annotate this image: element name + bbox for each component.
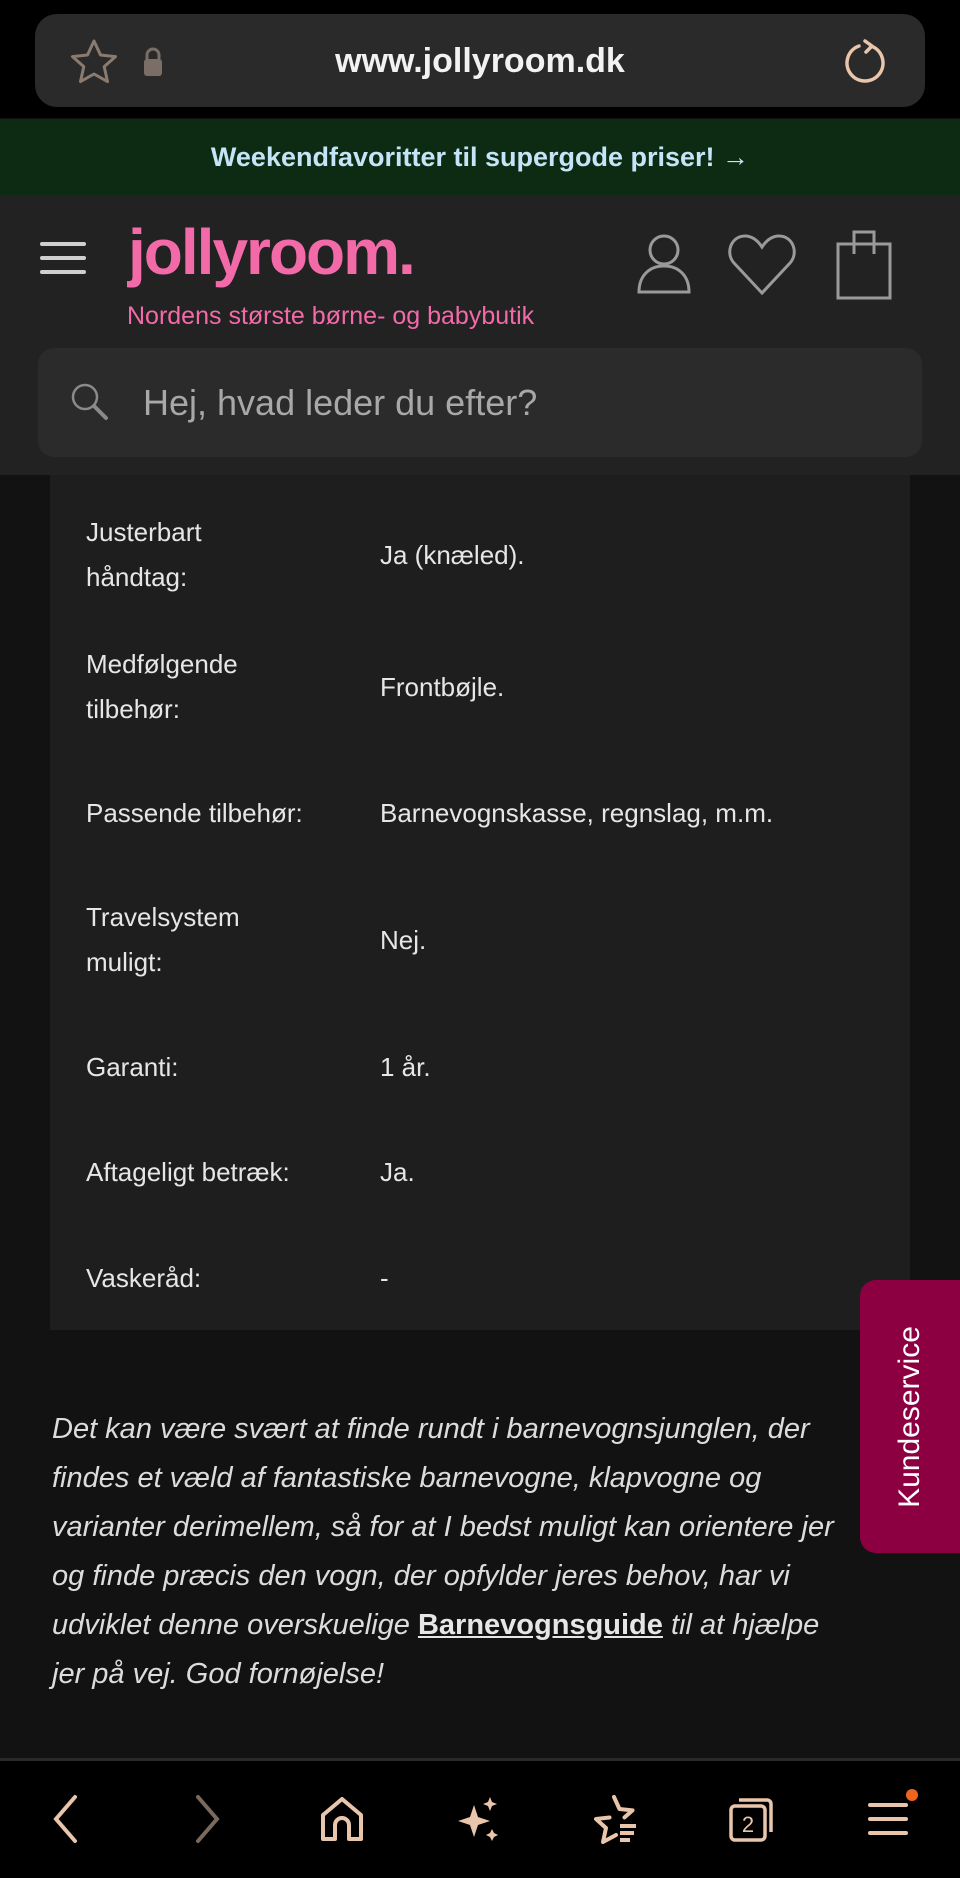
home-button[interactable] bbox=[312, 1789, 372, 1849]
spec-row bbox=[50, 1253, 910, 1303]
spec-label: Justerbart håndtag: bbox=[86, 517, 202, 592]
spec-row bbox=[50, 880, 910, 1000]
spec-label: Garanti: bbox=[86, 1051, 179, 1082]
spec-label: Travelsystem muligt: bbox=[86, 902, 240, 977]
spec-row bbox=[50, 627, 910, 747]
bookmark-list-icon bbox=[590, 1794, 640, 1844]
notification-dot bbox=[906, 1789, 918, 1801]
spec-row bbox=[50, 495, 910, 615]
spec-row bbox=[50, 1042, 910, 1092]
forward-button[interactable] bbox=[177, 1789, 237, 1849]
menu-icon bbox=[860, 1789, 920, 1849]
hamburger-menu-icon[interactable] bbox=[40, 240, 86, 276]
search-bar[interactable] bbox=[38, 348, 922, 457]
spec-label: Vaskeråd: bbox=[86, 1262, 202, 1293]
spec-value: Ja. bbox=[380, 1156, 415, 1187]
spec-value: Frontbøjle. bbox=[380, 671, 505, 702]
address-bar[interactable] bbox=[35, 14, 925, 107]
tabs-icon bbox=[727, 1794, 777, 1844]
promo-banner-text[interactable]: Weekendfavoritter til supergode priser! → bbox=[210, 141, 750, 172]
spec-label: Passende tilbehør: bbox=[86, 797, 303, 828]
wishlist-heart-icon[interactable] bbox=[727, 233, 797, 297]
browser-menu-button[interactable] bbox=[860, 1789, 920, 1849]
back-button[interactable] bbox=[36, 1789, 96, 1849]
jollyroom-logo[interactable]: jollyroom. bbox=[128, 216, 414, 288]
promo-banner[interactable] bbox=[0, 119, 960, 195]
spec-value: Barnevognskasse, regnslag, m.m. bbox=[380, 797, 774, 828]
browser-bottom-nav bbox=[0, 1758, 960, 1878]
ai-sparkle-button[interactable] bbox=[448, 1789, 508, 1849]
spec-value: 1 år. bbox=[380, 1051, 431, 1082]
customer-service-label[interactable]: Kundeservice bbox=[893, 1325, 926, 1508]
customer-service-tab[interactable] bbox=[860, 1280, 960, 1553]
guide-paragraph bbox=[52, 1405, 842, 1699]
search-input[interactable] bbox=[143, 348, 883, 457]
reload-icon[interactable] bbox=[841, 38, 889, 86]
browser-top-bar bbox=[0, 0, 960, 118]
chevron-right-icon bbox=[192, 1794, 222, 1844]
account-icon[interactable] bbox=[636, 232, 692, 296]
home-icon bbox=[318, 1795, 366, 1843]
search-icon bbox=[70, 382, 110, 422]
bookmarks-button[interactable] bbox=[585, 1789, 645, 1849]
tabs-button[interactable] bbox=[722, 1789, 782, 1849]
spec-row bbox=[50, 1147, 910, 1197]
spec-value: - bbox=[380, 1262, 389, 1293]
url-text[interactable]: www.jollyroom.dk bbox=[335, 42, 625, 80]
spec-value: Nej. bbox=[380, 924, 427, 955]
spec-label: Aftageligt betræk: bbox=[86, 1156, 290, 1187]
tagline: Nordens største børne- og babybutik bbox=[127, 302, 535, 330]
shopping-bag-icon[interactable] bbox=[834, 228, 894, 300]
chevron-left-icon bbox=[51, 1794, 81, 1844]
tab-count: 2 bbox=[741, 1812, 755, 1837]
paragraph-text: Det kan være svært at finde rundt i barnevognsjunglen, der findes et væld af fantastiske barnevogne, klapvogne og varianter derimellem, så for at I bedst muligt kan orientere jer og finde præcis den vogn, der opfylder jeres behov, har vi udviklet denne overskuelige bbox=[52, 1413, 834, 1641]
specifications-table bbox=[50, 475, 910, 1330]
sparkles-icon bbox=[454, 1795, 502, 1843]
spec-row bbox=[50, 788, 910, 838]
spec-value: Ja (knæled). bbox=[380, 539, 525, 570]
barnevognsguide-link[interactable]: Barnevognsguide bbox=[417, 1609, 663, 1641]
spec-label: Medfølgende tilbehør: bbox=[86, 649, 238, 724]
paragraph-text: til at hjælpe jer på vej. God fornøjelse! bbox=[52, 1609, 820, 1690]
